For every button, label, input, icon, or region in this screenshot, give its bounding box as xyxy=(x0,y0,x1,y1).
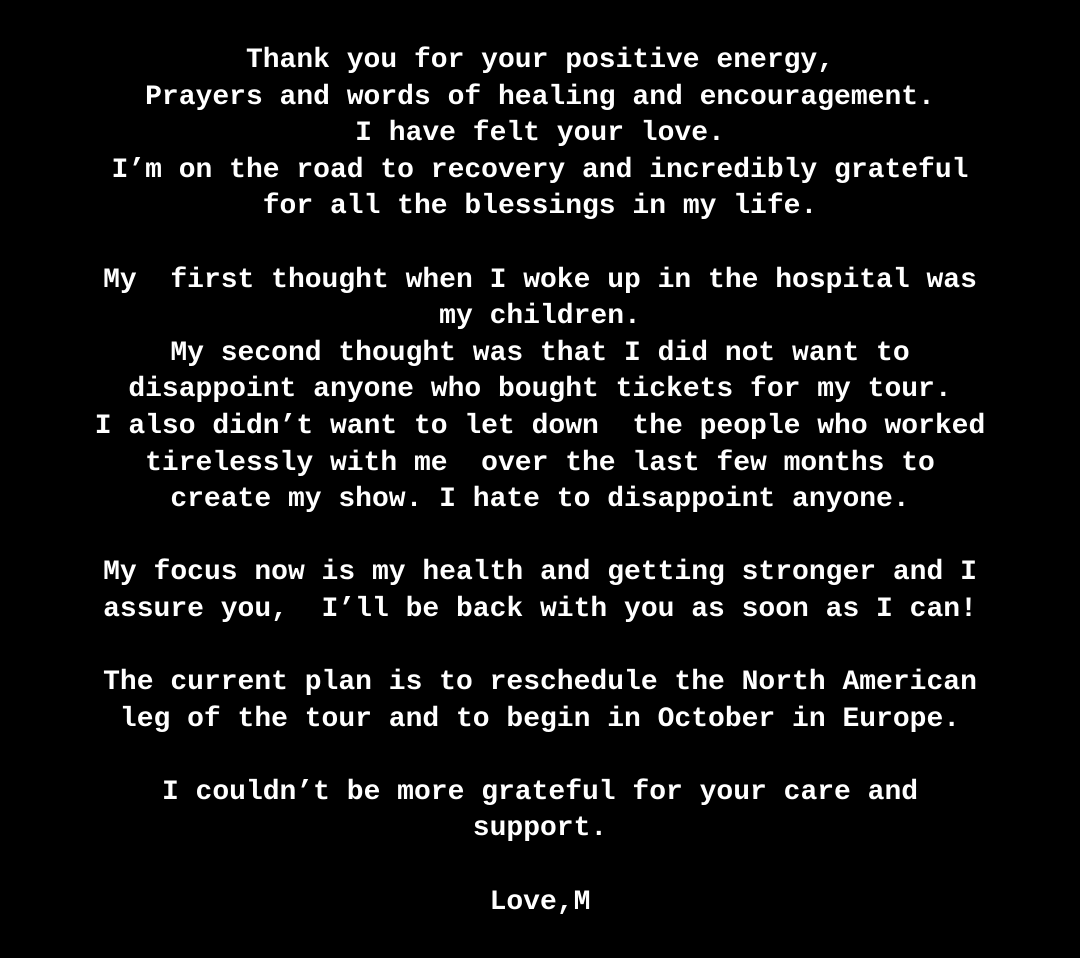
letter-line: tirelessly with me over the last few months to xyxy=(145,447,935,479)
letter-line: create my show. I hate to disappoint anyone. xyxy=(170,484,910,516)
letter-line: my children. xyxy=(439,301,641,333)
letter-line: My second thought was that I did not want to xyxy=(170,337,910,369)
paragraph-gratitude xyxy=(0,775,1080,848)
letter-line: support. xyxy=(472,813,608,845)
paragraph-focus xyxy=(0,555,1080,628)
letter-line: leg of the tour and to begin in October in Europe. xyxy=(119,703,961,735)
letter-line: My first thought when I woke up in the hospital was xyxy=(103,264,977,296)
letter-line: I’m on the road to recovery and incredibly grateful xyxy=(111,154,969,186)
paragraph-thanks xyxy=(0,43,1080,226)
letter-line: I also didn’t want to let down the people who worked xyxy=(94,410,986,442)
letter-line: The current plan is to reschedule the North American xyxy=(103,667,977,699)
paragraph-hospital xyxy=(0,263,1080,519)
signature-line: Love,M xyxy=(489,886,591,918)
letter-body xyxy=(0,43,1080,958)
letter-line: I have felt your love. xyxy=(355,118,725,150)
letter-line: disappoint anyone who bought tickets for my tour. xyxy=(128,374,952,406)
letter-signature xyxy=(0,885,1080,922)
letter-line: I couldn’t be more grateful for your care and xyxy=(161,776,919,808)
letter-line: assure you, I’ll be back with you as soon as I can! xyxy=(103,593,977,625)
paragraph-plan xyxy=(0,665,1080,738)
letter-line: Thank you for your positive energy, xyxy=(245,45,835,76)
letter-line: Prayers and words of healing and encouragement. xyxy=(145,81,935,113)
letter-line: for all the blessings in my life. xyxy=(262,191,818,223)
letter-line: My focus now is my health and getting stronger and I xyxy=(103,557,977,589)
